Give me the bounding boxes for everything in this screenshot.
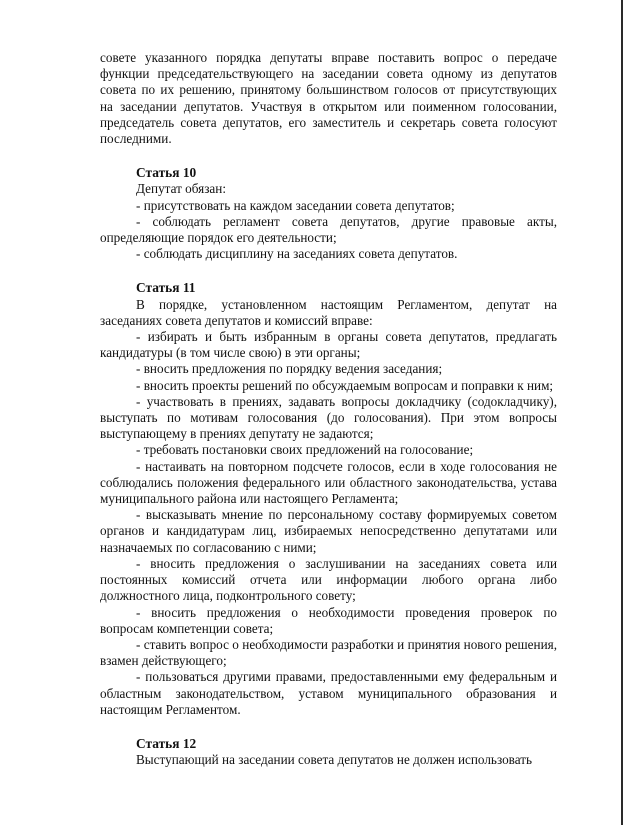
document-body <box>100 50 557 768</box>
article-11-paragraph: - высказывать мнение по персональному составу формируемых советом органов и кандидатурам лиц, избираемых непосредственно депутатами или назначаемых по согласованию с ними; <box>100 507 557 555</box>
article-11 <box>100 280 557 717</box>
article-11-paragraph: - избирать и быть избранным в органы совета депутатов, предлагать кандидатуры (в том числе свою) в эти органы; <box>100 329 557 361</box>
section-gap <box>100 262 557 280</box>
article-10-paragraph: - соблюдать дисциплину на заседаниях совета депутатов. <box>136 246 458 262</box>
article-11-paragraph: - участвовать в прениях, задавать вопросы докладчику (содокладчику), выступать по мотивам голосования (до голосования). При этом вопросы выступающему в прениях депутату не задаются; <box>100 393 557 442</box>
article-11-paragraph: - настаивать на повторном подсчете голосов, если в ходе голосования не соблюдались положения федерального или областного законодательства, устава муниципального района или настоящего Регламента; <box>100 458 557 507</box>
opening-paragraph: совете указанного порядка депутаты вправе поставить вопрос о передаче функции председательствующего на заседании совета одному из депутатов совета по их решению, принятому большинством голосов от присутствующих на заседании депутатов. Участвуя в открытом или поименном голосовании, председатель совета депутатов, его заместитель и секретарь совета голосуют последними. <box>100 50 557 147</box>
article-11-paragraph: В порядке, установленном настоящим Регламентом, депутат на заседаниях совета депутатов и комиссий вправе: <box>100 296 557 328</box>
article-12-paragraph: Выступающий на заседании совета депутатов не должен использовать <box>136 752 533 768</box>
article-10-paragraph: - соблюдать регламент совета депутатов, другие правовые акты, определяющие порядок его деятельности; <box>100 213 557 246</box>
article-11-paragraph: - требовать постановки своих предложений на голосование; <box>136 442 474 458</box>
article-11-paragraph: - ставить вопрос о необходимости разработки и принятия нового решения, взамен действующего; <box>100 636 557 669</box>
article-10 <box>100 165 557 262</box>
section-gap <box>100 147 557 165</box>
article-11-paragraph: - вносить проекты решений по обсуждаемым вопросам и поправки к ним; <box>136 377 554 393</box>
article-10-heading: Статья 10 <box>136 165 197 181</box>
article-10-paragraph: Депутат обязан: <box>136 181 226 197</box>
article-10-paragraph: - присутствовать на каждом заседании совета депутатов; <box>136 197 455 213</box>
article-12 <box>100 736 557 768</box>
article-11-paragraph: - пользоваться другими правами, предоставленными ему федеральным и областным законодательством, уставом муниципального образования и настоящим Регламентом. <box>100 669 557 717</box>
page-edge-line <box>621 0 623 825</box>
article-11-paragraph: - вносить предложения о необходимости проведения проверок по вопросам компетенции совета; <box>100 604 557 636</box>
article-11-paragraph: - вносить предложения по порядку ведения заседания; <box>136 361 443 377</box>
article-11-heading: Статья 11 <box>136 280 196 296</box>
section-gap <box>100 718 557 736</box>
article-11-paragraph: - вносить предложения о заслушивании на заседаниях совета или постоянных комиссий отчета или информации любого органа либо должностного лица, подконтрольного совету; <box>100 555 557 604</box>
article-12-heading: Статья 12 <box>136 735 197 751</box>
